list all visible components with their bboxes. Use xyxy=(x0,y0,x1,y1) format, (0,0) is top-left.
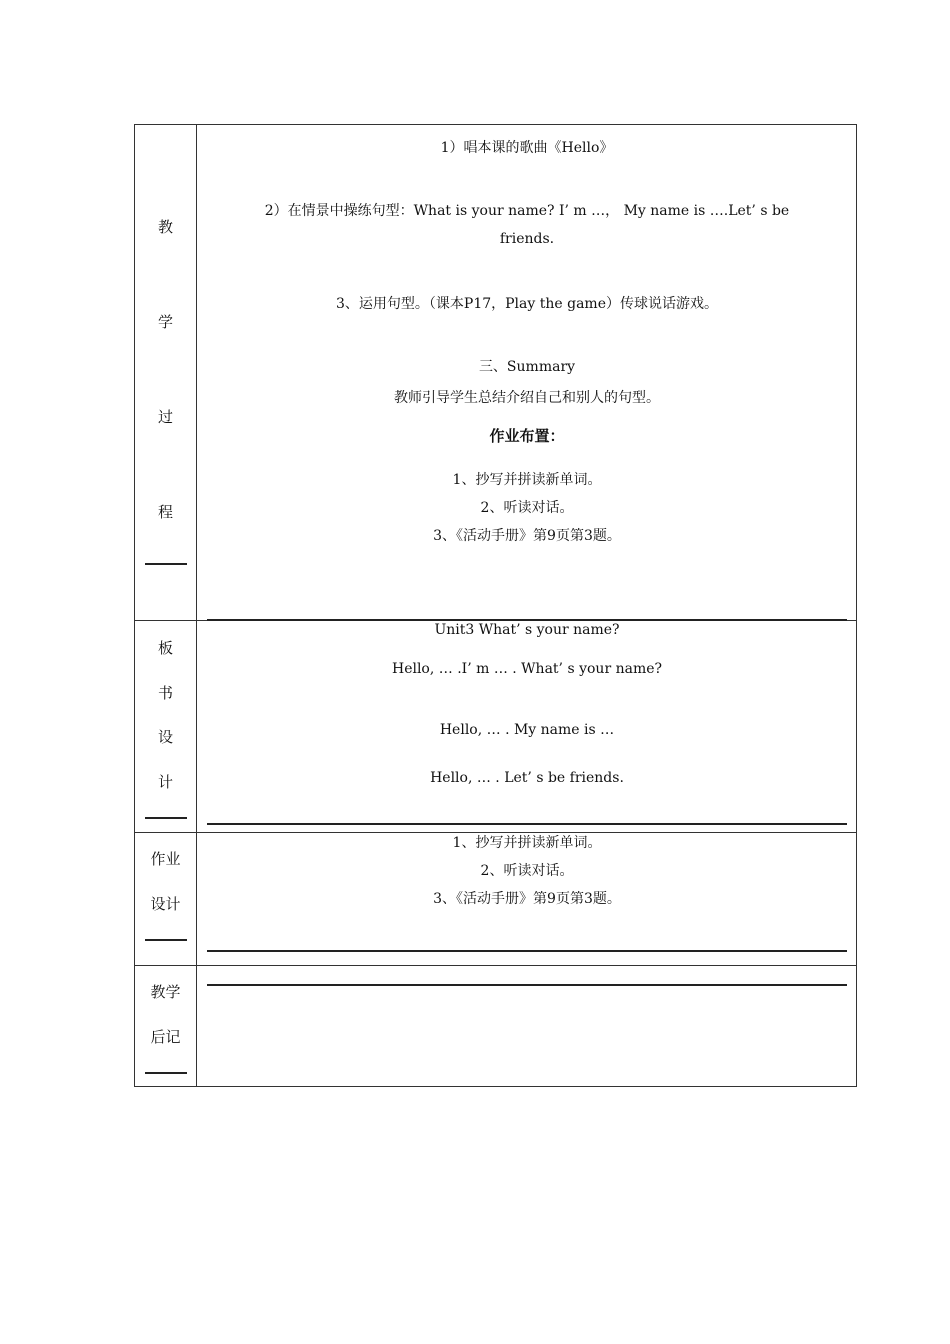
section-rule xyxy=(207,619,847,621)
board-line: Hello, … .I’ m … . What’ s your name? xyxy=(391,661,663,677)
row-label-char: 计 xyxy=(157,773,173,791)
label-rule xyxy=(145,939,187,941)
board-line: Hello, … . Let’ s be friends. xyxy=(430,770,624,786)
row-label: 后记 xyxy=(150,1028,181,1046)
row-label-char: 书 xyxy=(157,684,173,702)
section-rule xyxy=(207,950,847,952)
row-label-char: 板 xyxy=(157,639,173,657)
column-divider xyxy=(196,125,197,1086)
process-item: friends. xyxy=(499,231,555,247)
label-rule xyxy=(145,817,187,819)
row-label: 教学 xyxy=(150,983,181,1001)
homework-title: 作业布置： xyxy=(489,427,565,445)
board-title: Unit3 What’ s your name? xyxy=(434,622,620,638)
assignment-item: 3、《活动手册》第9页第3题。 xyxy=(433,891,621,907)
summary-text: 教师引导学生总结介绍自己和别人的句型。 xyxy=(394,390,660,406)
row-label: 作业 xyxy=(150,850,181,868)
section-rule xyxy=(207,984,847,986)
homework-item: 2、听读对话。 xyxy=(480,500,574,516)
process-item: 3、运用句型。（课本P17，Play the game）传球说话游戏。 xyxy=(336,296,718,312)
process-item: 1）唱本课的歌曲《Hello》 xyxy=(440,140,614,156)
process-item: 2）在情景中操练句型：What is your name? I’ m …， My name is ….Let’ s be xyxy=(264,203,790,219)
assignment-item: 1、抄写并拼读新单词。 xyxy=(452,835,602,851)
row-label-char: 程 xyxy=(157,503,173,521)
board-line: Hello, … . My name is … xyxy=(439,722,615,738)
row-label-char: 学 xyxy=(157,313,173,331)
label-rule xyxy=(145,563,187,565)
assignment-item: 2、听读对话。 xyxy=(480,863,574,879)
row-divider xyxy=(135,965,856,966)
label-rule xyxy=(145,1072,187,1074)
row-label-char: 过 xyxy=(157,408,173,426)
row-label-char: 设 xyxy=(157,728,173,746)
row-label: 设计 xyxy=(150,895,181,913)
lesson-plan-table xyxy=(134,124,857,1087)
homework-item: 3、《活动手册》第9页第3题。 xyxy=(433,528,621,544)
summary-heading: 三、Summary xyxy=(478,359,576,375)
homework-item: 1、抄写并拼读新单词。 xyxy=(452,472,602,488)
row-label-char: 教 xyxy=(157,218,173,236)
section-rule xyxy=(207,823,847,825)
